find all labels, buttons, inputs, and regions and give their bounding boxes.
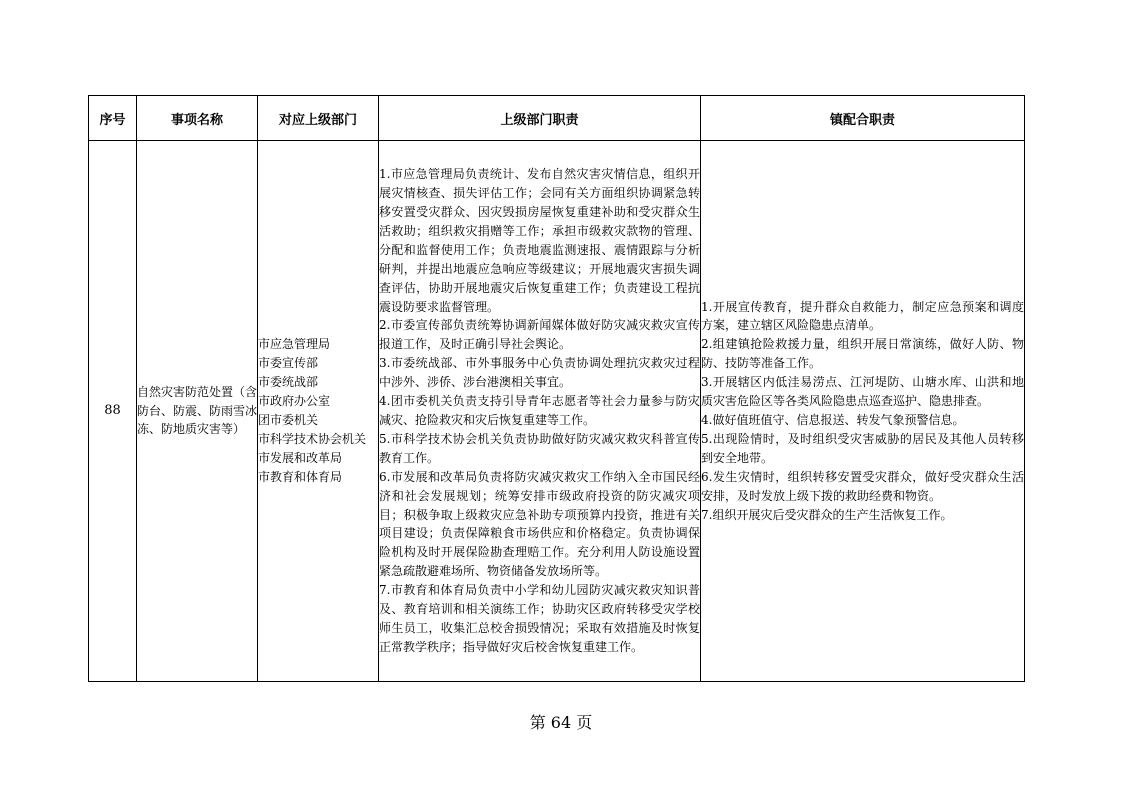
table-row <box>89 141 1025 682</box>
superior-duty-item: 6.市发展和改革局负责将防灾减灾救灾工作纳入全市国民经济和社会发展规划；统筹安排市级政府投资的防灾减灾项目；积极争取上级救灾应急补助专项预算内投资，推进有关项目建设；负责保障粮食市场供应和价格稳定。负责协调保险机构及时开展保险勘查理赔工作。充分利用人防设施设置紧急疏散避难场所、物资储备发放场所等。 <box>379 469 700 579</box>
department-item: 市政府办公室 <box>258 394 331 409</box>
superior-duty-item: 2.市委宣传部负责统筹协调新闻媒体做好防灾减灾救灾宣传报道工作，及时正确引导社会舆论。 <box>379 318 700 352</box>
department-item: 市发展和改革局 <box>258 450 343 465</box>
department-item: 市科学技术协会机关 <box>258 431 367 446</box>
department-item: 市委宣传部 <box>258 356 319 371</box>
town-duty-item: 3.开展辖区内低洼易涝点、江河堤防、山塘水库、山洪和地质灾害危险区等各类风险隐患点巡查巡护、隐患排查。 <box>701 375 1024 409</box>
header-superior-department: 对应上级部门 <box>258 96 379 141</box>
header-town-duties: 镇配合职责 <box>701 96 1025 141</box>
department-item: 市教育和体育局 <box>258 469 343 484</box>
row-departments <box>258 141 379 682</box>
town-duty-item: 7.组织开展灾后受灾群众的生产生活恢复工作。 <box>701 507 953 522</box>
town-duty-item: 1.开展宣传教育，提升群众自救能力，制定应急预案和调度方案，建立辖区风险隐患点清单。 <box>701 299 1024 333</box>
superior-duty-item: 7.市教育和体育局负责中小学和幼儿园防灾减灾救灾知识普及、教育培训和相关演练工作；协助灾区政府转移受灾学校师生员工，收集汇总校舍损毁情况；采取有效措施及时恢复正常教学秩序；指导做好灾后校舍恢复重建工作。 <box>379 583 700 654</box>
header-item-name: 事项名称 <box>137 96 258 141</box>
department-item: 市委统战部 <box>258 375 319 390</box>
town-duty-item: 4.做好值班值守、信息报送、转发气象预警信息。 <box>701 413 965 427</box>
department-item: 市应急管理局 <box>258 337 331 352</box>
responsibility-table <box>88 95 1025 682</box>
table-header-row <box>89 96 1025 141</box>
town-duty-item: 6.发生灾情时，组织转移安置受灾群众，做好受灾群众生活安排，及时发放上级下拨的救助经费和物资。 <box>701 469 1024 503</box>
superior-duty-item: 4.团市委机关负责支持引导青年志愿者等社会力量参与防灾减灾、抢险救灾和灾后恢复重建等工作。 <box>379 394 700 427</box>
row-town-duties <box>701 141 1025 682</box>
department-item: 团市委机关 <box>258 413 319 427</box>
row-superior-duties <box>379 141 701 682</box>
superior-duty-item: 1.市应急管理局负责统计、发布自然灾害灾情信息，组织开展灾情核查、损失评估工作；会同有关方面组织协调紧急转移安置受灾群众、因灾毁损房屋恢复重建补助和受灾群众生活救助；组织救灾捐赠等工作；承担市级救灾款物的管理、分配和监督使用工作；负责地震监测速报、震情跟踪与分析研判，并提出地震应急响应等级建议；开展地震灾害损失调查评估，协助开展地震灾后恢复重建工作；负责建设工程抗震设防要求监督管理。 <box>379 167 700 314</box>
header-superior-duties: 上级部门职责 <box>379 96 701 141</box>
town-duty-item: 2.组建镇抢险救援力量，组织开展日常演练，做好人防、物防、技防等准备工作。 <box>701 337 1024 371</box>
page-number: 第 64 页 <box>529 713 593 732</box>
superior-duty-item: 5.市科学技术协会机关负责协助做好防灾减灾救灾科普宣传教育工作。 <box>379 431 700 465</box>
superior-duty-item: 3.市委统战部、市外事服务中心负责协调处理抗灾救灾过程中涉外、涉侨、涉台港澳相关事宜。 <box>379 356 700 390</box>
header-seq: 序号 <box>89 96 137 141</box>
row-item-name: 自然灾害防范处置（含防台、防震、防雨雪冰冻、防地质灾害等） <box>137 141 258 682</box>
town-duty-item: 5.出现险情时，及时组织受灾害威胁的居民及其他人员转移到安全地带。 <box>701 431 1024 465</box>
row-seq: 88 <box>89 141 137 682</box>
